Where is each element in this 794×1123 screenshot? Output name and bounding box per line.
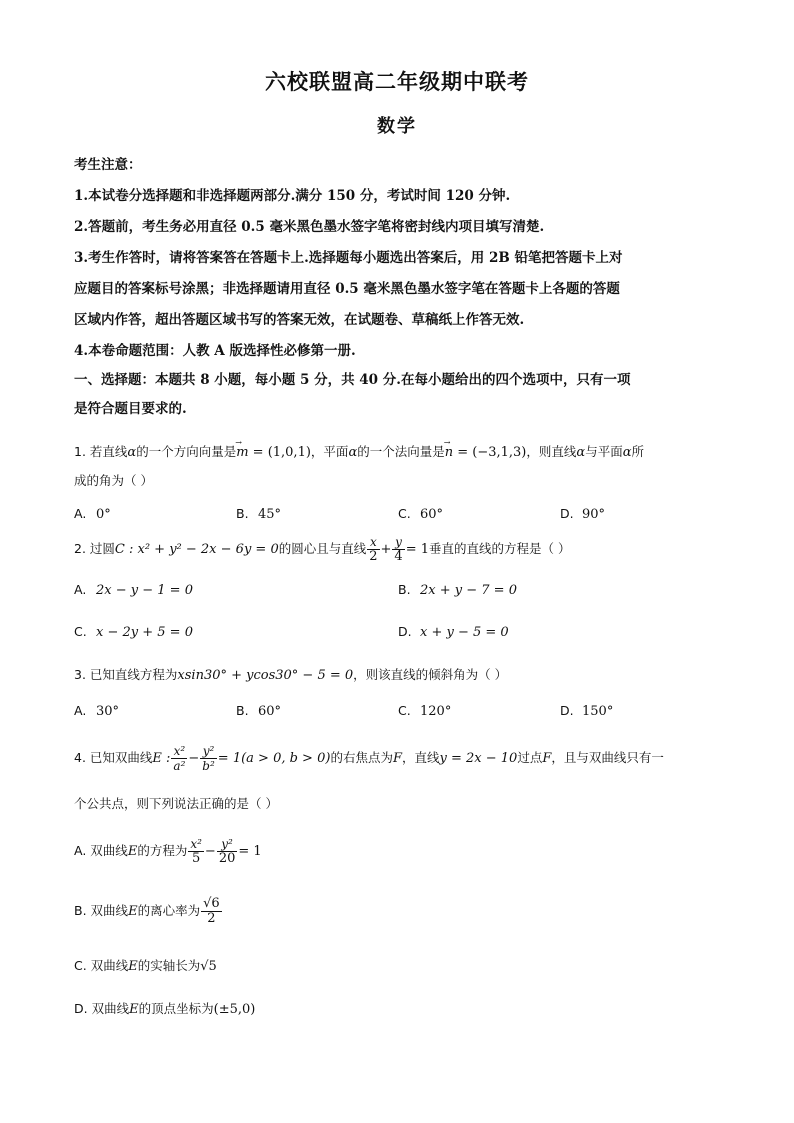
fraction: $\frac{\text{y²}}{\text{b²}}$ [202,744,215,773]
option-a[interactable]: A. 0° [74,506,111,522]
question-2-options-row-2 [74,624,724,644]
line-equation: y = 2x − 10 [439,751,518,766]
note-line: 区域内作答，超出答题区域书写的答案无效，在试题卷、草稿纸上作答无效. [74,312,525,328]
note-line: 3.考生作答时，请将答案答在答题卡上.选择题每小题选出答案后，用 2B 铅笔把答题卡上对 [74,250,623,266]
option-d[interactable]: D. 90° [560,506,606,522]
note-line: 1.本试卷分选择题和非选择题两部分.满分 150 分，考试时间 120 分钟. [74,188,511,204]
exam-subject: 数学 [377,116,417,137]
fraction: $\frac{√6}{2}$ [203,896,220,926]
question-2: 2. 过圆C : x² + y² − 2x − 6y = 0的圆心且与直线 $\frac{x}{2}$ + $\frac{y}{4}$ = 1垂直的直线的方程是（ ） [74,535,571,564]
notes-heading: 考生注意： [74,157,142,173]
question-2-options-row-1 [74,582,724,602]
fraction: $\frac{\text{x²}}{\text{a²}}$ [173,744,186,773]
option-b[interactable]: B. 双曲线E的离心率为 $\frac{√6}{2}$ [74,896,220,926]
fraction: $\frac{\text{y²}}{20}$ [218,837,236,866]
question-4 [74,738,724,779]
note-line: 应题目的答案标号涂黑；非选择题请用直径 0.5 毫米黑色墨水签字笔在答题卡上各题的答题 [74,281,620,297]
option-a[interactable]: A. 双曲线E的方程为 $\frac{\text{x²}}{5}$ − $\frac{\text{y²}}{20}$ = 1 [74,837,262,866]
option-c[interactable]: C. 双曲线E的实轴长为√5 [74,958,217,974]
option-a[interactable]: A. 2x − y − 1 = 0 [74,582,193,598]
section-heading [74,366,724,424]
question-1-options [74,506,724,526]
note-line: 4.本卷命题范围：人教 A 版选择性必修第一册. [74,343,356,359]
line-equation: xsin30° + ycos30° − 5 = 0 [177,668,354,683]
section-heading-line: 一、选择题：本题共 8 小题，每小题 5 分，共 40 分.在每小题给出的四个选项中，只有一项 [74,372,631,388]
option-b[interactable]: B. 45° [236,506,282,522]
fraction: $\frac{\text{x²}}{5}$ [190,837,202,866]
question-1-line-1: 1. 若直线α的一个方向向量是→ m = (1,0,1)，平面α的一个法向量是→ n = (−3,1,3)，则直线α与平面α所 [74,438,724,467]
question-4-line-1: 4. 已知双曲线E : $\frac{\text{x²}}{\text{a²}}$ − $\frac{\text{y²}}{\text{b²}}$ = 1(a > 0, b > 0)的右焦点为F，直线y = 2x − 10过点F，且与双曲线只有一 [74,744,664,773]
fraction: $\frac{y}{4}$ [394,535,403,564]
option-c[interactable]: C. 60° [398,506,444,522]
option-d[interactable]: D. x + y − 5 = 0 [398,624,509,640]
question-1-line-2: 成的角为（ ） [74,473,153,488]
option-d[interactable]: D. 双曲线E的顶点坐标为(±5,0) [74,1001,256,1017]
option-c[interactable]: C. x − 2y + 5 = 0 [74,624,193,640]
question-4-line-2: 个公共点，则下列说法正确的是（ ） [74,796,278,811]
note-line: 2.答题前，考生务必用直径 0.5 毫米黑色墨水签字笔将密封线内项目填写清楚. [74,219,545,235]
question-1 [74,438,724,495]
question-3: 3. 已知直线方程为xsin30° + ycos30° − 5 = 0，则该直线的倾斜角为（ ） [74,667,508,683]
vector-m: → m [236,439,248,467]
fraction: $\frac{x}{2}$ [369,535,378,564]
option-b[interactable]: B. 60° [236,703,282,719]
section-heading-line: 是符合题目要求的. [74,401,187,417]
vector-n: → n [445,439,453,467]
option-d[interactable]: D. 150° [560,703,614,719]
candidate-notes [74,150,724,367]
circle-equation: C : x² + y² − 2x − 6y = 0 [114,542,279,557]
question-3-options [74,703,724,723]
exam-title: 六校联盟高二年级期中联考 [265,69,529,94]
option-b[interactable]: B. 2x + y − 7 = 0 [398,582,517,598]
option-c[interactable]: C. 120° [398,703,452,719]
option-a[interactable]: A. 30° [74,703,120,719]
